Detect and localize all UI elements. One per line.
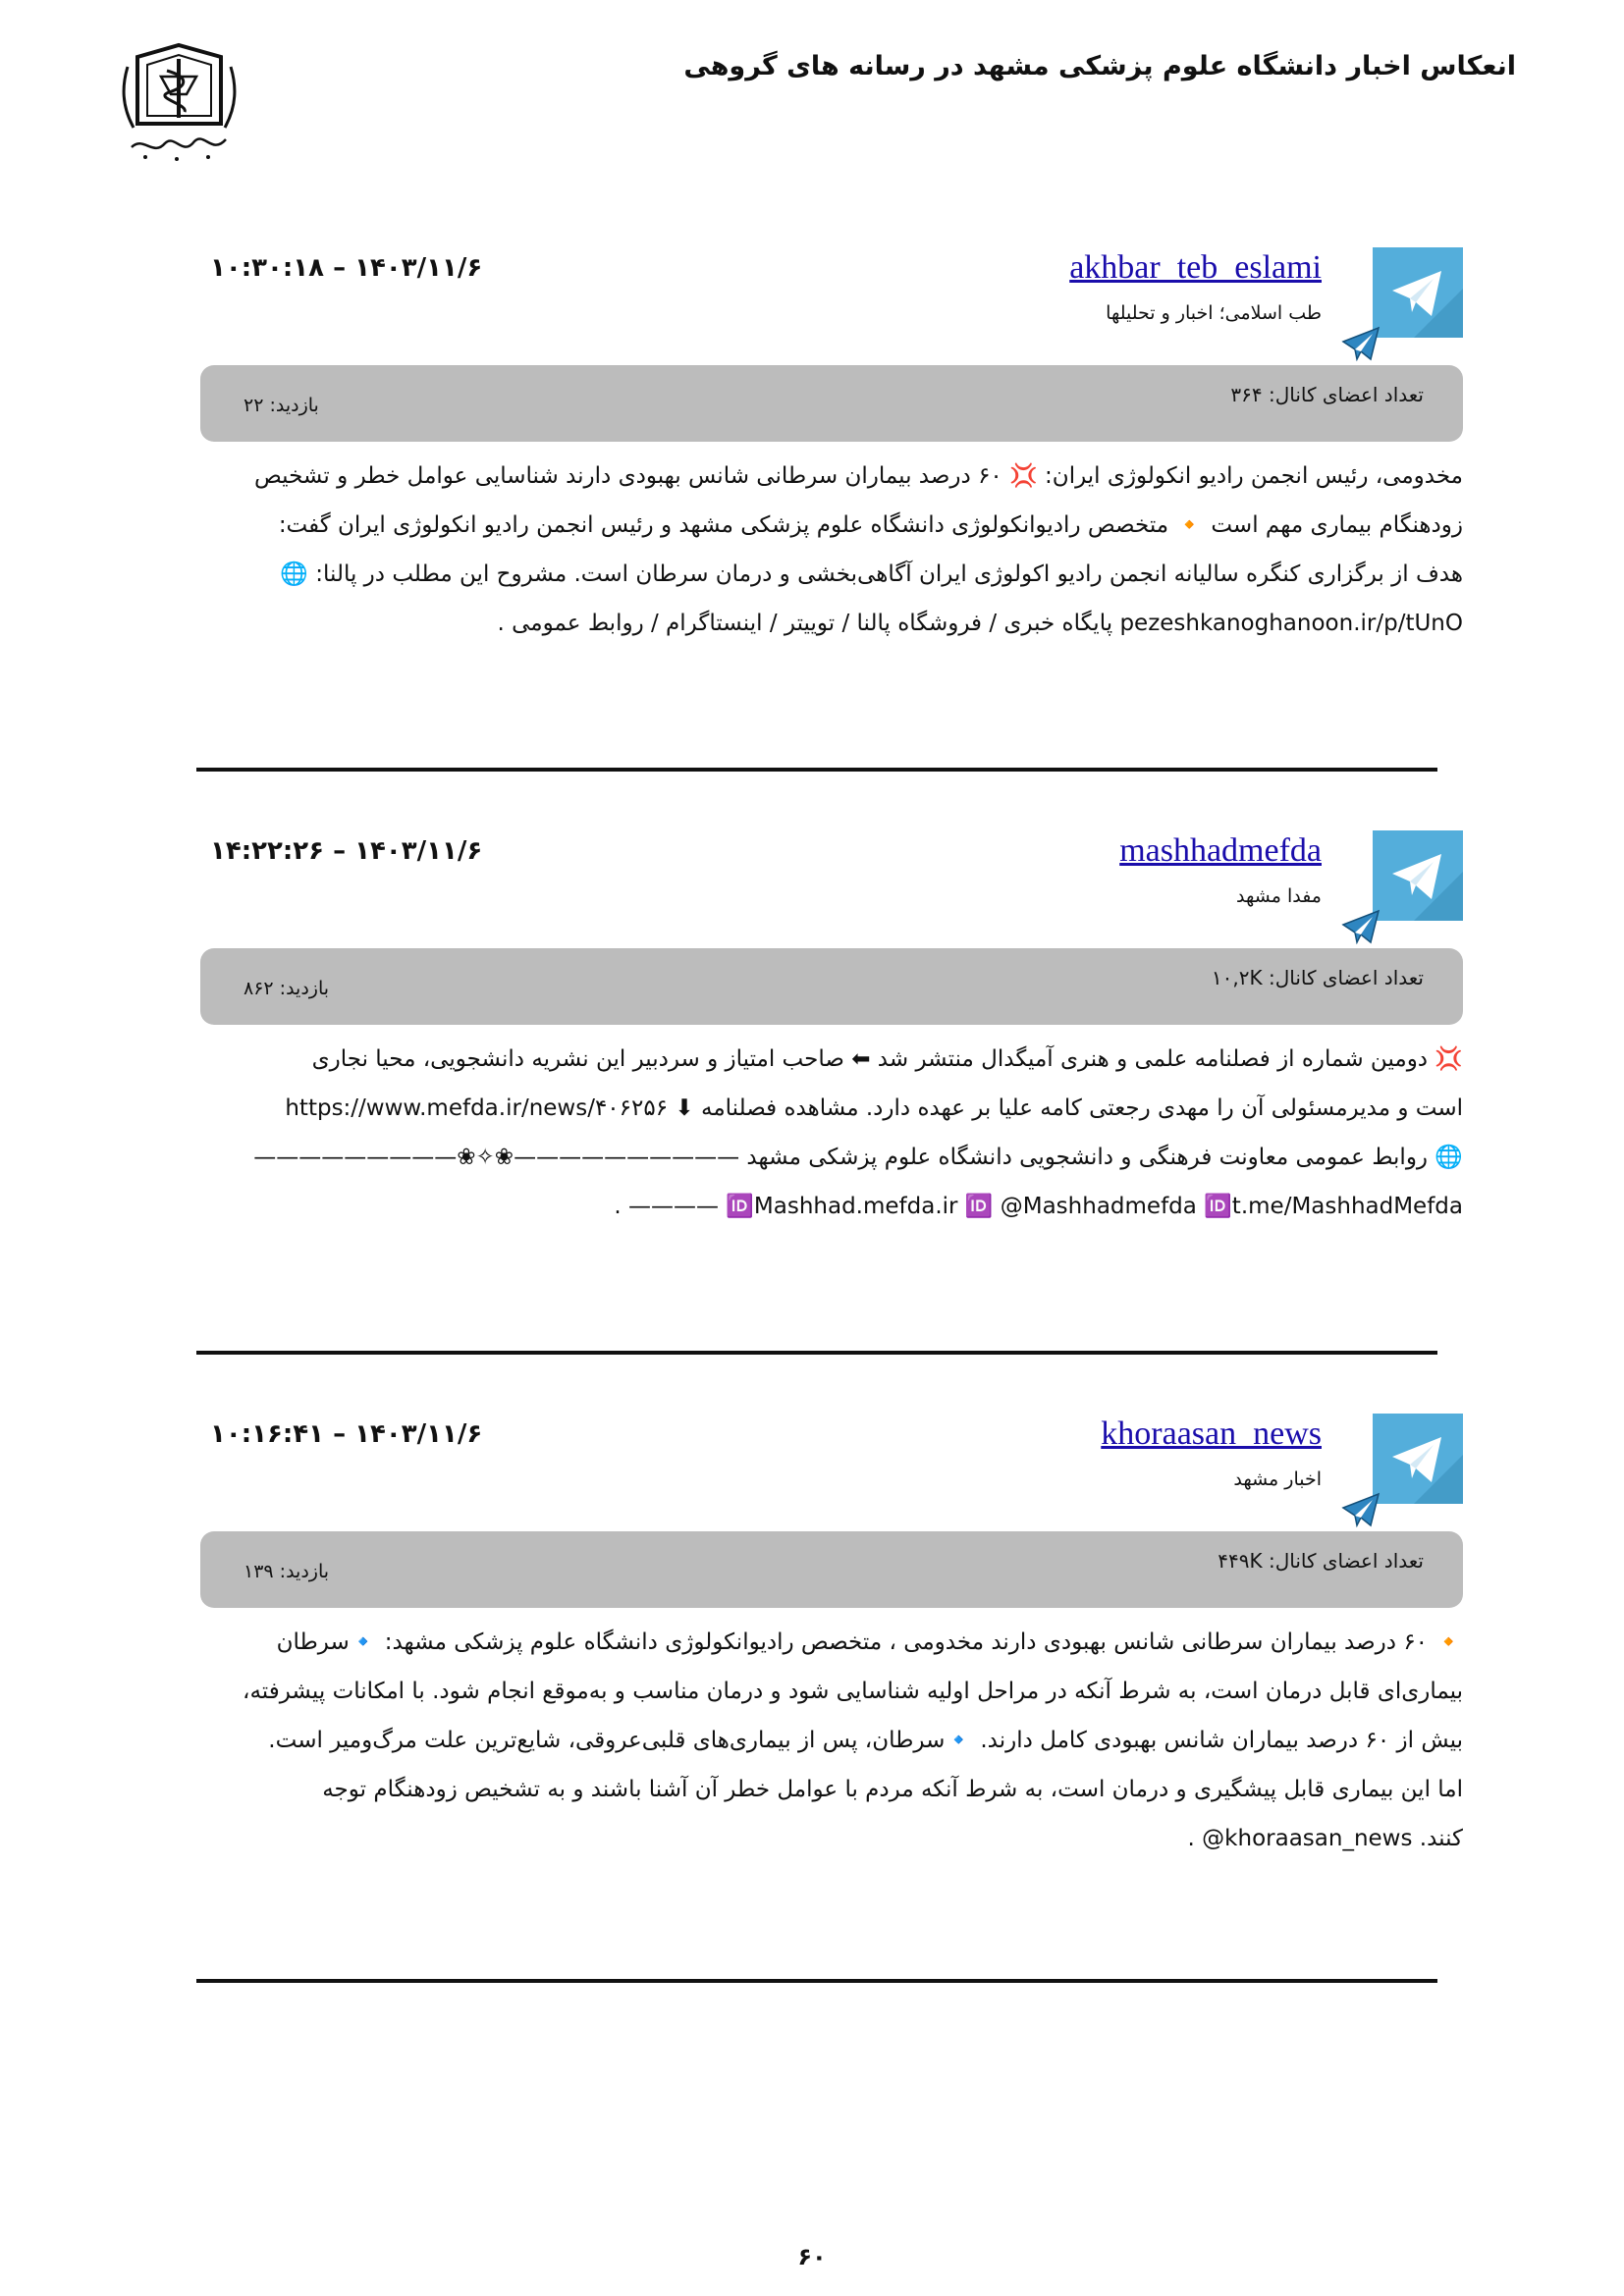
post-line: زودهنگام بیماری مهم است 🔸 متخصص رادیوانکولوژی دانشگاه علوم پزشکی مشهد و رئیس انجمن رادیو انکولوژی ایران گفت:: [278, 512, 1463, 538]
post-line: pezeshkanoghanoon.ir/p/tUnO پایگاه خبری / فروشگاه پالنا / توییتر / اینستاگرام / روابط عمومی .: [497, 611, 1463, 636]
members-value: ۴۴۹K: [1218, 1549, 1263, 1573]
post-line: بیش از ۶۰ درصد بیماران شانس بهبودی کامل دارند. 🔹سرطان، پس از بیماری‌های قلبی‌عروقی، شایع‌ترین علت مرگ‌ومیر است.: [268, 1728, 1463, 1753]
channel-link[interactable]: mashhadmefda: [1119, 832, 1322, 869]
members-label: تعداد اعضای کانال:: [1268, 383, 1424, 406]
members-value: ۳۶۴: [1230, 383, 1263, 406]
post-line: 💢 دومین شماره از فصلنامه علمی و هنری آمیگدال منتشر شد ⬅ صاحب امتیاز و سردبیر این نشریه دانشجویی، محیا نجاری: [311, 1046, 1463, 1072]
telegram-channel-icon[interactable]: [1373, 247, 1463, 338]
views-value: ۸۶۲: [244, 978, 274, 999]
post-text: [200, 1618, 1463, 1863]
post-card: [196, 1414, 1463, 1875]
members-label: تعداد اعضای کانال:: [1268, 1549, 1424, 1573]
members-count: [1230, 383, 1424, 406]
stats-bar: [200, 1531, 1463, 1608]
members-label: تعداد اعضای کانال:: [1268, 966, 1424, 989]
post-line: است و مدیرمسئولی آن را مهدی رجعتی کامه علیا بر عهده دارد. مشاهده فصلنامه ⬇ https://www.mefda.ir/news/۴۰۶۲۵۶: [285, 1095, 1463, 1121]
views-label: بازدید:: [279, 978, 330, 999]
post-card: [196, 247, 1463, 660]
post-line: 🔸 ۶۰ درصد بیماران سرطانی شانس بهبودی دارند مخدومی ، متخصص رادیوانکولوژی دانشگاه علوم پزشکی مشهد: 🔹سرطان: [276, 1629, 1463, 1655]
channel-link[interactable]: khoraasan_news: [1101, 1415, 1322, 1452]
channel-description: طب اسلامی؛ اخبار و تحلیلها: [1106, 302, 1322, 324]
views-count: [244, 395, 319, 416]
views-count: [244, 978, 329, 999]
channel-description: مفدا مشهد: [1236, 885, 1322, 907]
telegram-plane-icon: [1341, 909, 1380, 944]
views-value: ۱۳۹: [244, 1561, 274, 1582]
telegram-plane-icon: [1341, 326, 1380, 361]
post-line: 🌐 روابط عمومی معاونت فرهنگی و دانشجویی دانشگاه علوم پزشکی مشهد ——————————❀✧❀—————————: [253, 1145, 1463, 1170]
stats-bar: [200, 365, 1463, 442]
views-label: بازدید:: [269, 395, 319, 416]
stats-bar: [200, 948, 1463, 1025]
telegram-plane-icon: [1341, 1492, 1380, 1527]
university-seal-icon: [118, 37, 241, 165]
section-divider: [196, 1351, 1437, 1355]
views-value: ۲۲: [244, 395, 264, 416]
post-line: مخدومی، رئیس انجمن رادیو انکولوژی ایران: 💢 ۶۰ درصد بیماران سرطانی شانس بهبودی دارند شناسایی عوامل خطر و تشخیص: [253, 463, 1463, 489]
post-datetime: ۱۴۰۳/۱۱/۶ – ۱۰:۳۰:۱۸: [210, 253, 483, 283]
post-line: کنند. khoraasan_news@ .: [1187, 1826, 1463, 1851]
post-card: [196, 830, 1463, 1243]
telegram-channel-icon[interactable]: [1373, 1414, 1463, 1504]
channel-description: اخبار مشهد: [1233, 1468, 1322, 1490]
post-line: اما این بیماری قابل پیشگیری و درمان است، به شرط آنکه مردم با عوامل خطر آن آشنا باشند و به تشخیص زودهنگام توجه: [322, 1777, 1463, 1802]
document-title: انعکاس اخبار دانشگاه علوم پزشکی مشهد در رسانه های گروهی: [683, 51, 1516, 81]
members-count: [1212, 966, 1424, 989]
post-line: بیماری‌ای قابل درمان است، به شرط آنکه در مراحل اولیه شناسایی شود و درمان مناسب و به‌موقع انجام شود. با امکانات پیشرفته،: [243, 1679, 1463, 1704]
post-line: 🆔Mashhad.mefda.ir 🆔 @Mashhadmefda 🆔t.me/MashhadMefda ———— .: [614, 1194, 1463, 1219]
post-text: [200, 452, 1463, 648]
post-datetime: ۱۴۰۳/۱۱/۶ – ۱۴:۲۲:۲۶: [210, 836, 483, 866]
members-value: ۱۰,۲K: [1211, 966, 1263, 989]
post-text: [200, 1035, 1463, 1231]
section-divider: [196, 768, 1437, 772]
views-label: بازدید:: [279, 1561, 330, 1582]
page-number: ۶۰: [797, 2243, 827, 2270]
members-count: [1218, 1549, 1424, 1573]
post-line: هدف از برگزاری کنگره سالیانه انجمن رادیو اکولوژی ایران آگاهی‌بخشی و درمان سرطان است. مشروح این مطلب در پالنا: 🌐: [280, 561, 1463, 587]
section-divider: [196, 1979, 1437, 1983]
channel-link[interactable]: akhbar_teb_eslami: [1069, 249, 1322, 286]
telegram-channel-icon[interactable]: [1373, 830, 1463, 921]
views-count: [244, 1561, 329, 1582]
post-datetime: ۱۴۰۳/۱۱/۶ – ۱۰:۱۶:۴۱: [210, 1419, 483, 1449]
